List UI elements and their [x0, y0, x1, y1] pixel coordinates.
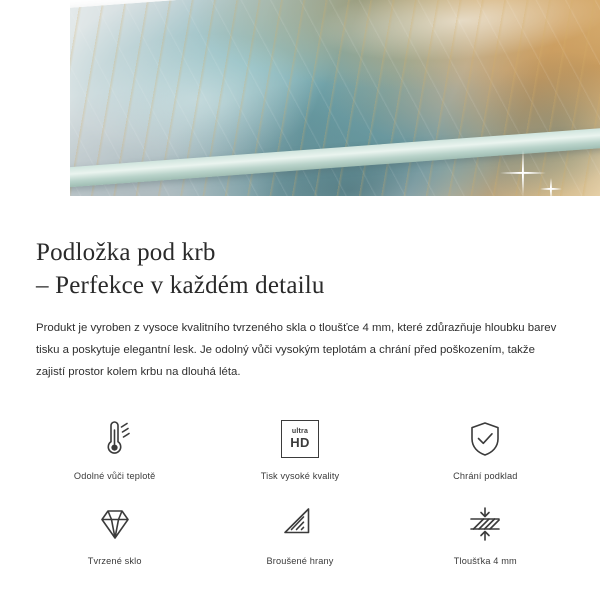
feature-label: Tloušťka 4 mm [453, 555, 517, 566]
ultra-hd-icon [281, 416, 319, 462]
thermometer-icon [93, 416, 137, 462]
shield-check-icon [463, 416, 507, 462]
feature-label: Tisk vysoké kvality [260, 470, 340, 481]
feature-grid [0, 410, 600, 570]
feature-item-print-quality [207, 410, 392, 485]
feature-item-protection [393, 410, 578, 485]
feature-label: Broušené hrany [266, 555, 334, 566]
feature-item-polished-edges [207, 495, 392, 570]
text-content [0, 222, 600, 384]
diamond-icon [93, 501, 137, 547]
hero-image [0, 0, 600, 222]
feature-label: Tvrzené sklo [87, 555, 142, 566]
description-paragraph: Produkt je vyroben z vysoce kvalitního tvrzeného skla o tloušťce 4 mm, které zdůrazňuje hloubku barev tisku a poskytuje elegantní lesk. Je odolný vůči vysokým teplotám a chrání před poškozením, takže zajistí prostor kolem krbu na dlouhá léta. [36, 322, 557, 378]
marble-glass-panel-image [56, 0, 600, 222]
hero-bottom-margin [0, 196, 600, 222]
thickness-icon [463, 501, 507, 547]
feature-item-thickness [393, 495, 578, 570]
page-title-line-1: Podložka pod krb [36, 239, 216, 266]
page-title [36, 236, 566, 302]
feature-item-temperature [22, 410, 207, 485]
ultra-hd-badge-top: ultra [291, 428, 309, 436]
hero-left-margin [0, 0, 70, 222]
feature-label: Odolné vůči teplotě [73, 470, 156, 481]
polished-edges-icon [278, 501, 322, 547]
page-title-line-2: – Perfekce v každém detailu [36, 272, 325, 299]
feature-label: Chrání podklad [453, 470, 518, 481]
ultra-hd-badge-bottom: HD [290, 435, 310, 451]
feature-item-tempered-glass [22, 495, 207, 570]
